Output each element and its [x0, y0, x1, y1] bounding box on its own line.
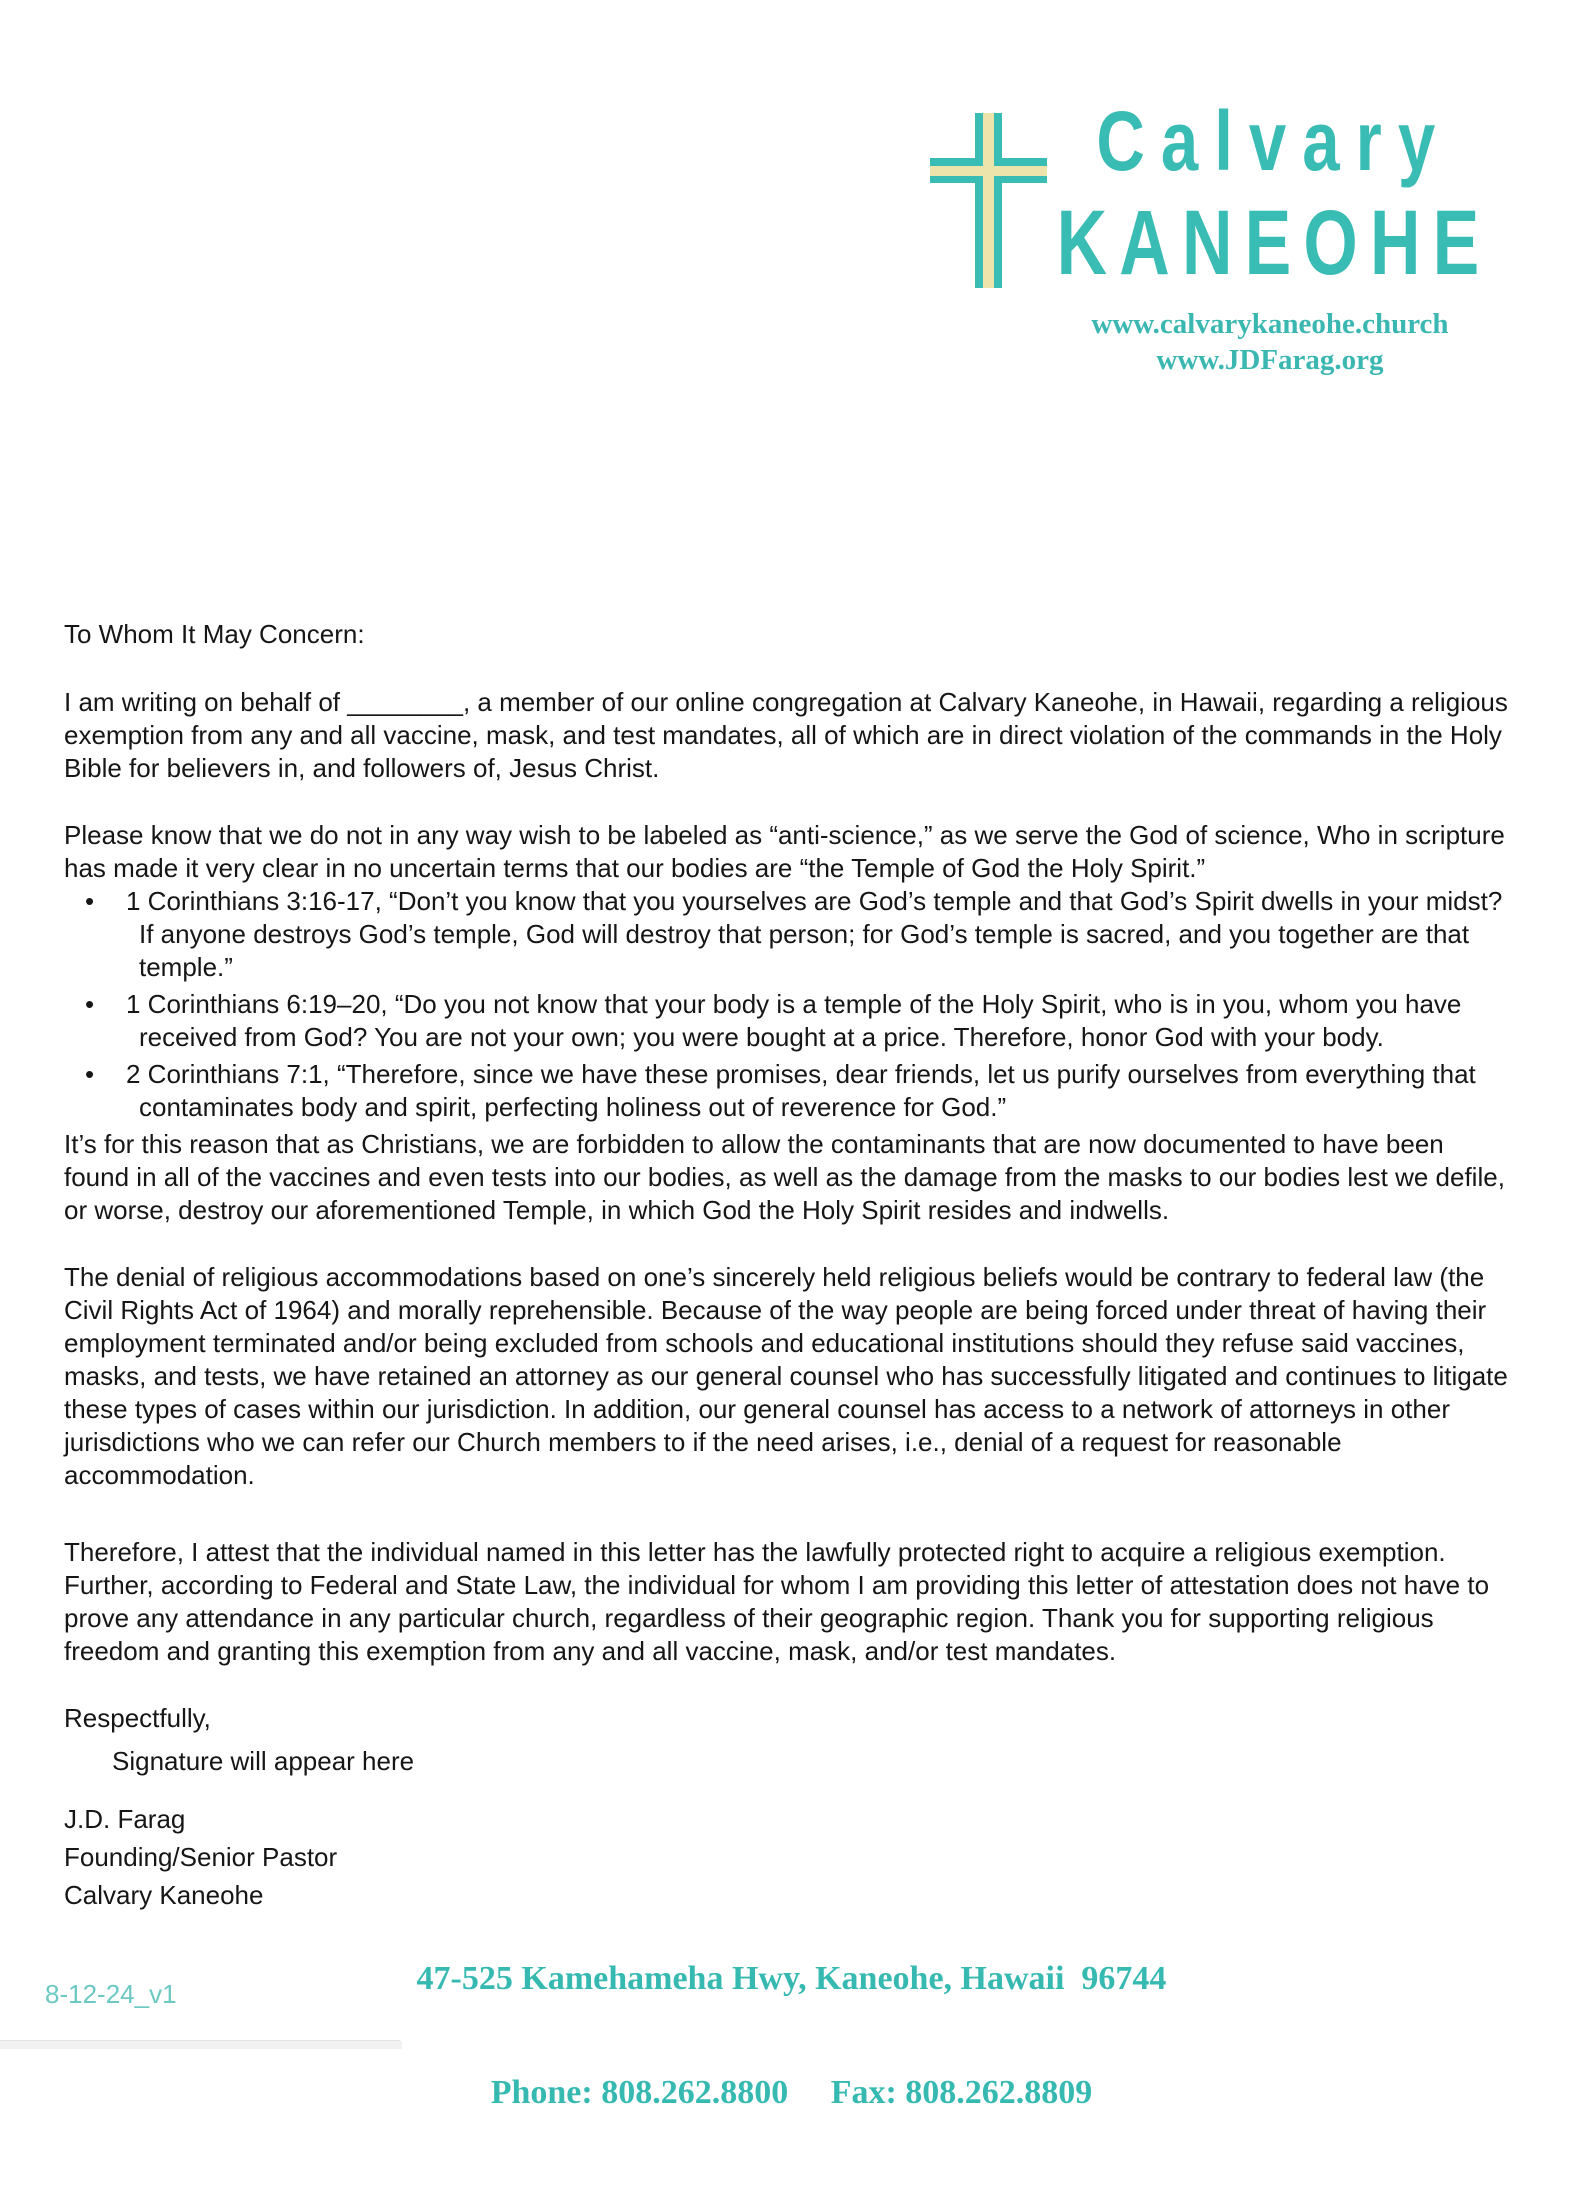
- document-version: 8-12-24_v1: [45, 1979, 177, 2009]
- paragraph-legal: The denial of religious accommodations based on one’s sincerely held religious beliefs would be contrary to federal law (the Civil Rights Act of 1964) and morally reprehensible. Because of the way people are being forced under threat of having their employment terminated and/or being excluded from schools and educational institutions should they refuse said vaccines, masks, and tests, we have retained an attorney as our general counsel who has successfully litigated and continues to litigate these types of cases within our jurisdiction. In addition, our general counsel has access to a network of attorneys in other jurisdictions who we can refer our Church members to if the need arises, i.e., denial of a request for reasonable accommodation.: [64, 1262, 1508, 1490]
- logo-wordmark: [1048, 94, 1500, 294]
- paragraph-attestation: Therefore, I attest that the individual named in this letter has the lawfully protected right to acquire a religious exemption. Further, according to Federal and State Law, the individual for whom I am providing this letter of attestation does not have to prove any attendance in any particular church, regardless of their geographic region. Thank you for supporting religious freedom and granting this exemption from any and all vaccine, mask, and/or test mandates.: [64, 1537, 1490, 1666]
- scripture-section: [64, 819, 1516, 1227]
- jdfarag-website-link[interactable]: www.JDFarag.org: [1156, 344, 1384, 376]
- paragraph-intro: I am writing on behalf of ________, a member of our online congregation at Calvary Kaneohe, in Hawaii, regarding a religious exemption from any and all vaccine, mask, and test mandates, all of which are in direct violation of the commands in the Holy Bible for believers in, and followers of, Jesus Christ.: [64, 687, 1508, 783]
- cross-icon: [930, 113, 1047, 288]
- logo-name-line2: KANEOHE: [1056, 192, 1492, 294]
- list-item: • 1 Corinthians 6:19–20, “Do you not know that your body is a temple of the Holy Spirit, who is in you, whom you have received from God? You are not your own; you were bought at a price. Therefore, honor God with your body.: [64, 988, 1516, 1054]
- page-edge-artifact: [0, 2040, 402, 2049]
- closing: Respectfully,: [64, 1703, 211, 1733]
- signatory-name: J.D. Farag: [64, 1804, 186, 1834]
- scripture-conclusion: It’s for this reason that as Christians, we are forbidden to allow the contaminants that are now documented to have been found in all of the vaccines and even tests into our bodies, as well as the damage from the masks to our bodies lest we defile, or worse, destroy our aforementioned Temple, in which God the Holy Spirit resides and indwells.: [64, 1129, 1505, 1225]
- logo-name-line1: Calvary: [1096, 94, 1452, 188]
- signatory-title: Founding/Senior Pastor: [64, 1842, 338, 1872]
- salutation: To Whom It May Concern:: [64, 619, 365, 649]
- footer-address: 47-525 Kamehameha Hwy, Kaneohe, Hawaii 96744: [416, 1960, 1167, 1997]
- scripture-intro: Please know that we do not in any way wish to be labeled as “anti-science,” as we serve the God of science, Who in scripture has made it very clear in no uncertain terms that our bodies are “the Temple of God the Holy Spirit.”: [64, 820, 1505, 883]
- letter-body: [64, 618, 1516, 1914]
- signatory-org: Calvary Kaneohe: [64, 1880, 264, 1910]
- list-item: • 2 Corinthians 7:1, “Therefore, since we have these promises, dear friends, let us purify ourselves from everything that contaminates body and spirit, perfecting holiness out of reverence for God.”: [64, 1058, 1516, 1124]
- signature-placeholder: Signature will appear here: [112, 1746, 415, 1776]
- list-item: • 1 Corinthians 3:16-17, “Don’t you know that you yourselves are God’s temple and that God’s Spirit dwells in your midst? If anyone destroys God’s temple, God will destroy that person; for God’s temple is sacred, and you together are that temple.”: [64, 885, 1516, 984]
- footer-contact: Phone: 808.262.8800 Fax: 808.262.8809: [490, 2074, 1093, 2111]
- letterhead-footer: [0, 1884, 1583, 2188]
- scripture-list: [64, 885, 1516, 1124]
- church-website-link[interactable]: www.calvarykaneohe.church: [1091, 308, 1449, 340]
- logo-urls: [1040, 306, 1500, 378]
